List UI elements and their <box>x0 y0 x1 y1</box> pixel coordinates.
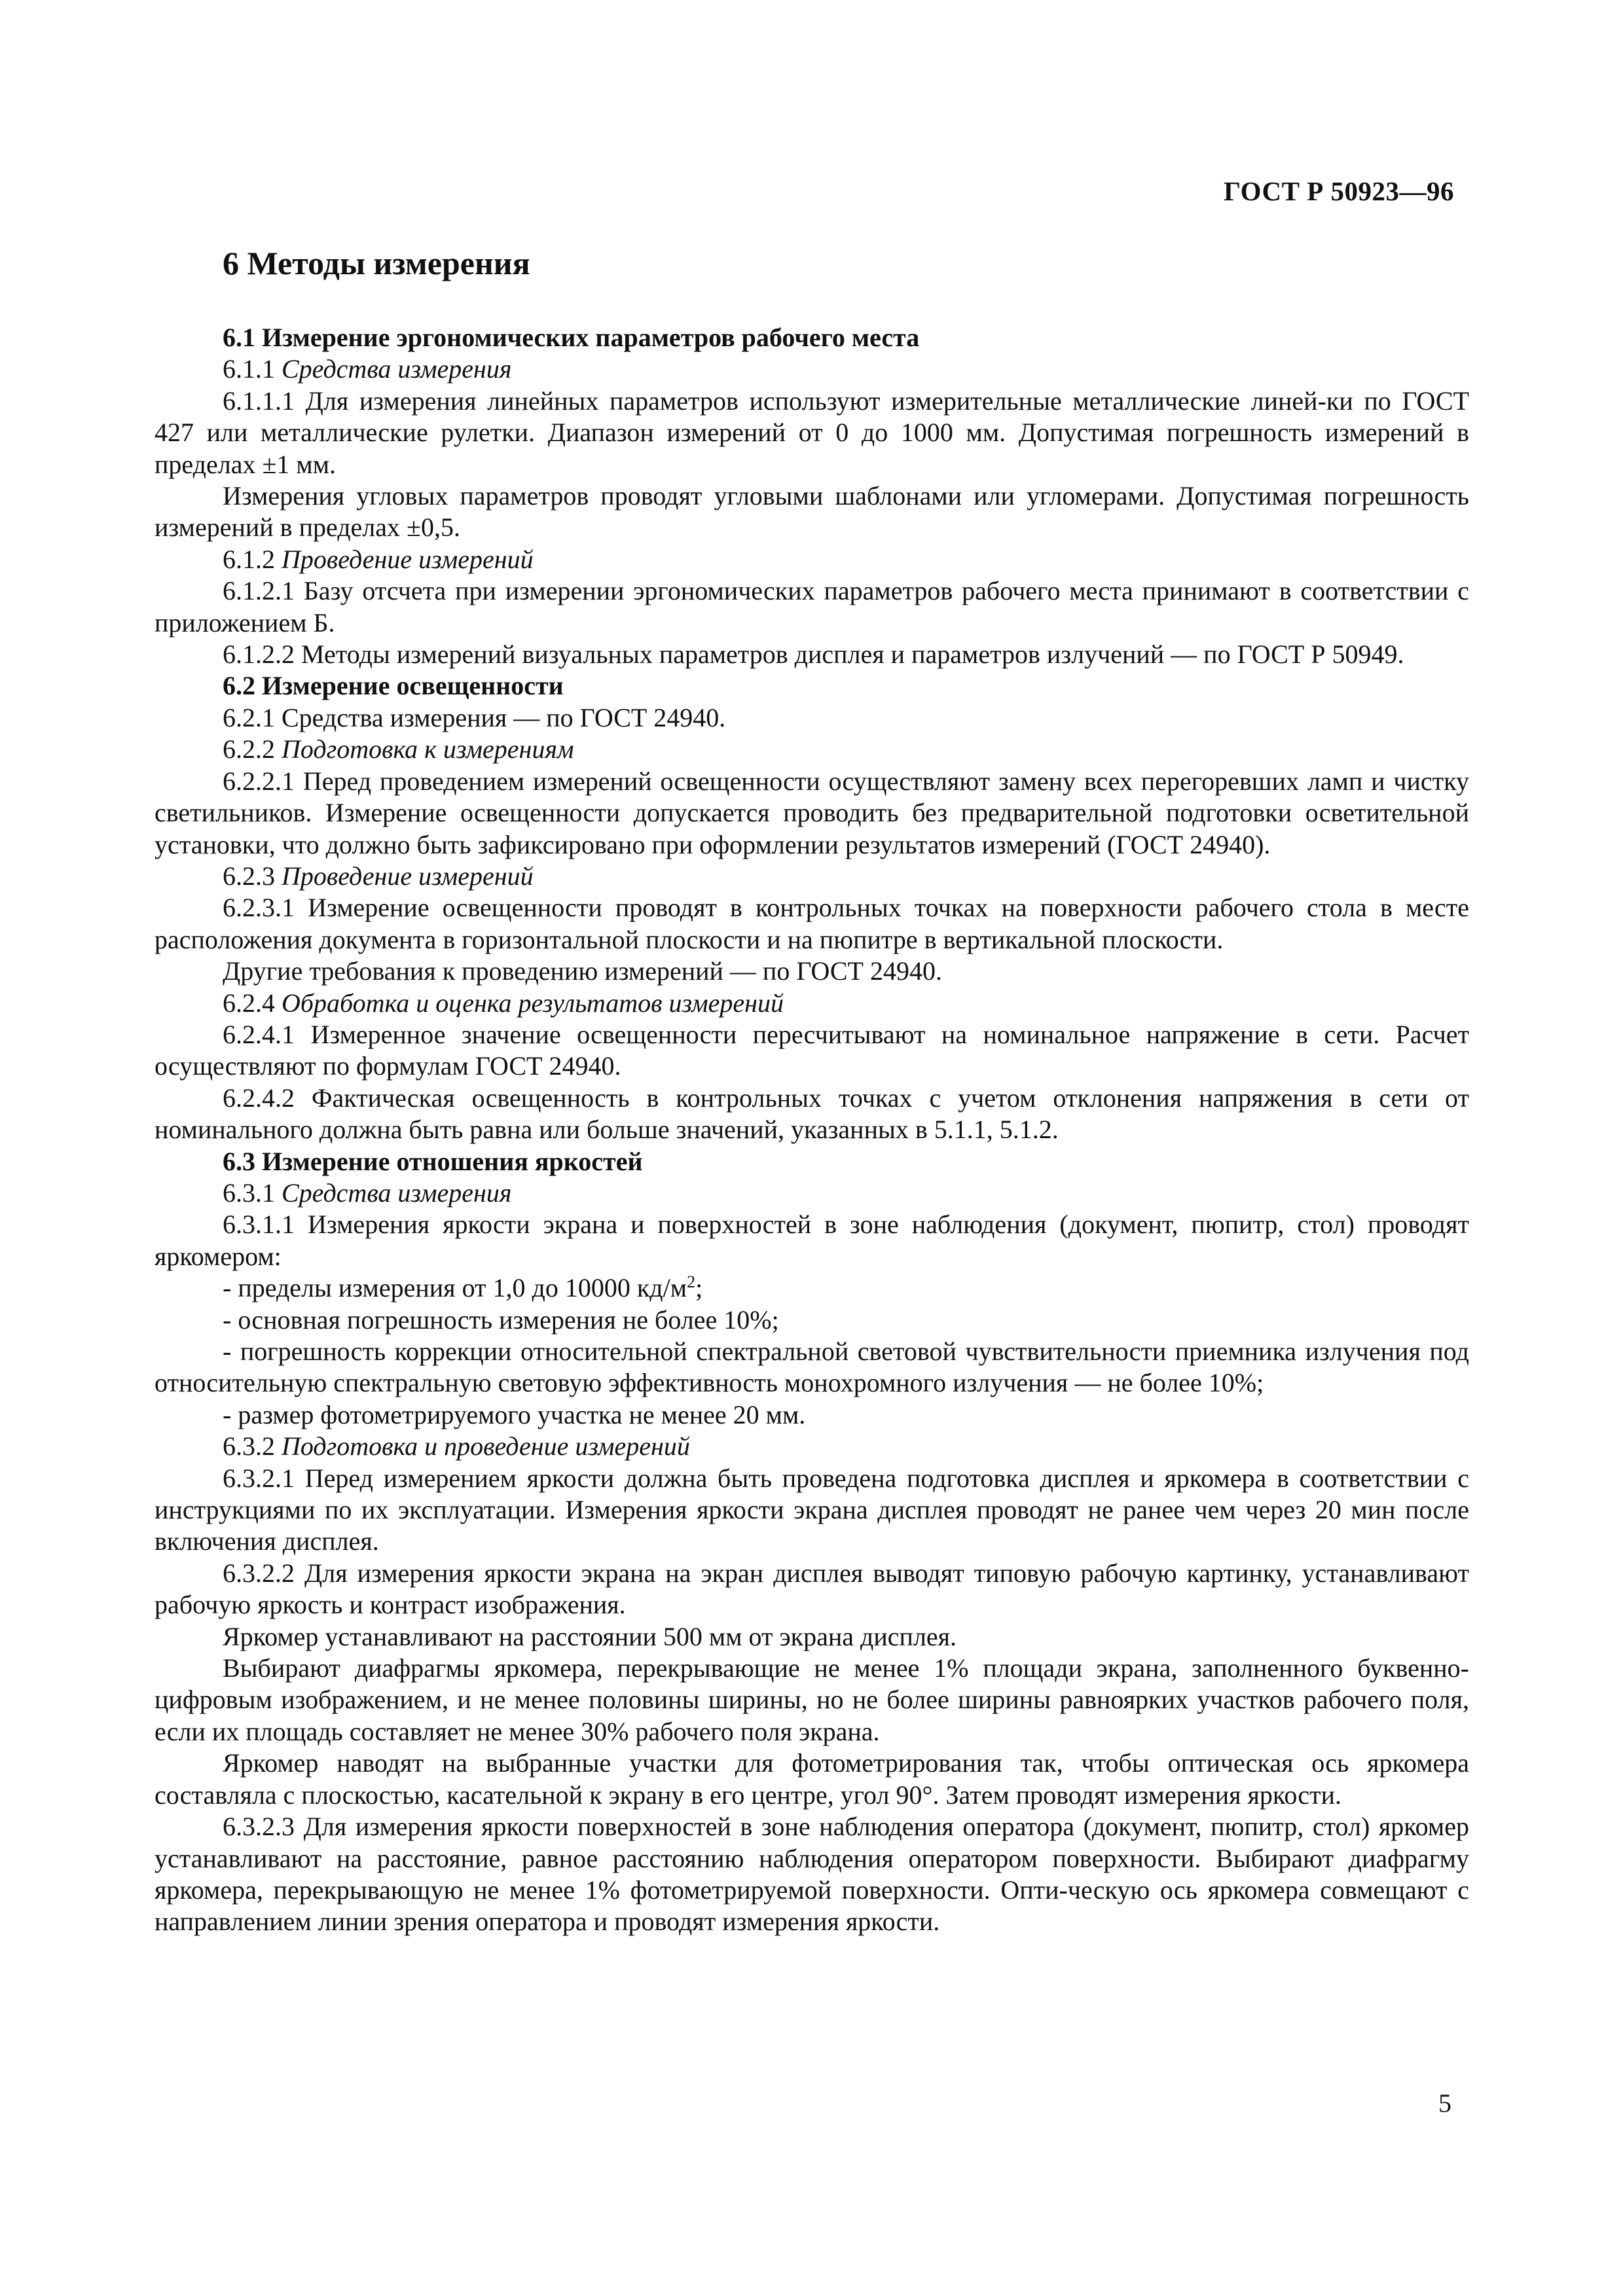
paragraph-6-3-2-3: 6.3.2.3 Для измерения яркости поверхностей в зоне наблюдения оператора (документ, пюпитр, стол) яркомер устанавливают на расстояние, равное расстоянию наблюдения оператором поверхности. Выбирают диафрагму яркомера, перекрывающую не менее 1% фотометрируемой поверхности. Опти-ческую ось яркомера совмещают с направлением линии зрения оператора и проводят измерения яркости. <box>155 1812 1469 1937</box>
standard-designation: ГОСТ Р 50923—96 <box>1224 176 1454 206</box>
list-item-correction-error: - погрешность коррекции относительной спектральной световой чувствительности приемника излучения под относительную спектральную световую эффективность монохромного излучения — не более 10%; <box>155 1336 1469 1398</box>
clause-number: 6.1.2 <box>223 544 275 574</box>
clause-title: Подготовка к измерениям <box>282 734 574 764</box>
paragraph-6-3-2-1: 6.3.2.1 Перед измерением яркости должна быть проведена подготовка дисплея и яркомера в соответствии с инструкциями по их эксплуатации. Измерения яркости экрана дисплея проводят не ранее чем через 20 мин после включения дисплея. <box>155 1463 1469 1556</box>
subsection-6-2-title: 6.2 Измерение освещенности <box>223 671 564 701</box>
paragraph-6-2-1: 6.2.1 Средства измерения — по ГОСТ 24940. <box>223 702 726 732</box>
clause-6-2-2-heading <box>155 734 1469 765</box>
paragraph-luminance-meter-distance: Яркомер устанавливают на расстоянии 500 мм от экрана дисплея. <box>223 1621 957 1651</box>
superscript: 2 <box>687 1272 696 1292</box>
paragraph-6-2-2-1: 6.2.2.1 Перед проведением измерений освещенности осуществляют замену всех перегоревших ламп и чистку светильников. Измерение освещенности допускается проводить без предварительной подготовки осветительной установки, что должно быть зафиксировано при оформлении результатов измерений (ГОСТ 24940). <box>155 766 1469 859</box>
clause-number: 6.2.3 <box>223 861 275 891</box>
paragraph-6-1-1-1: 6.1.1.1 Для измерения линейных параметров используют измерительные металлические линей-ки по ГОСТ 427 или металлические рулетки. Диапазон измерений от 0 до 1000 мм. Допустимая погрешность измерений в пределах ±1 мм. <box>155 386 1469 479</box>
paragraph-meter-aiming: Яркомер наводят на выбранные участки для фотометрирования так, чтобы оптическая ось яркомера составляла с плоскостью, касательной к экрану в его центре, угол 90°. Затем проводят измерения яркости. <box>155 1748 1469 1810</box>
clause-title: Обработка и оценка результатов измерений <box>282 988 784 1018</box>
page-body <box>155 243 1469 1938</box>
paragraph-6-2-4-2: 6.2.4.2 Фактическая освещенность в контрольных точках с учетом отклонения напряжения в сети от номинального должна быть равна или больше значений, указанных в 5.1.1, 5.1.2. <box>155 1083 1469 1145</box>
paragraph-angular-measurement: Измерения угловых параметров проводят угловыми шаблонами или угломерами. Допустимая погрешность измерений в пределах ±0,5. <box>155 481 1469 543</box>
clause-title: Проведение измерений <box>282 861 534 891</box>
paragraph-6-2-4-1: 6.2.4.1 Измеренное значение освещенности пересчитывают на номинальное напряжение в сети. Расчет осуществляют по формулам ГОСТ 24940. <box>155 1019 1469 1081</box>
clause-6-3-2-heading <box>155 1431 1469 1462</box>
clause-6-1-1-heading <box>155 353 1469 385</box>
clause-number: 6.2.2 <box>223 734 275 764</box>
clause-title: Средства измерения <box>282 354 512 384</box>
clause-number: 6.2.4 <box>223 988 275 1018</box>
clause-title: Средства измерения <box>282 1177 512 1208</box>
paragraph-6-2-3-1: 6.2.3.1 Измерение освещенности проводят в контрольных точках на поверхности рабочего стола в месте расположения документа в горизонтальной плоскости и на пюпитре в вертикальной плоскости. <box>155 893 1469 954</box>
paragraph-6-3-1-1: 6.3.1.1 Измерения яркости экрана и поверхностей в зоне наблюдения (документ, пюпитр, стол) проводят яркомером: <box>155 1210 1469 1271</box>
clause-6-3-1-heading <box>155 1177 1469 1209</box>
clause-title: Подготовка и проведение измерений <box>282 1431 690 1462</box>
paragraph-6-1-2-1: 6.1.2.1 Базу отсчета при измерении эргономических параметров рабочего места принимают в соответствии с приложением Б. <box>155 576 1469 637</box>
paragraph-6-1-2-2: 6.1.2.2 Методы измерений визуальных параметров дисплея и параметров излучений — по ГОСТ Р 50949. <box>223 639 1404 670</box>
subsection-6-3-title: 6.3 Измерение отношения яркостей <box>223 1146 643 1176</box>
clause-6-1-2-heading <box>155 544 1469 575</box>
paragraph-other-requirements: Другие требования к проведению измерений — по ГОСТ 24940. <box>223 956 942 986</box>
list-item-measurement-range <box>155 1272 1469 1304</box>
list-item-basic-error: - основная погрешность измерения не более 10%; <box>223 1304 779 1335</box>
page-number: 5 <box>1438 2089 1451 2118</box>
clause-6-2-3-heading <box>155 861 1469 892</box>
list-item-spot-size: - размер фотометрируемого участка не менее 20 мм. <box>223 1399 806 1429</box>
clause-number: 6.1.1 <box>223 354 275 384</box>
subsection-6-1-title: 6.1 Измерение эргономических параметров рабочего места <box>223 323 920 352</box>
clause-number: 6.3.2 <box>223 1431 275 1462</box>
clause-number: 6.3.1 <box>223 1177 275 1208</box>
list-item-text: ; <box>695 1273 703 1303</box>
paragraph-6-3-2-2: 6.3.2.2 Для измерения яркости экрана на экран дисплея выводят типовую рабочую картинку, устанавливают рабочую яркость и контраст изображения. <box>155 1558 1469 1620</box>
clause-6-2-4-heading <box>155 988 1469 1019</box>
list-item-text: - пределы измерения от 1,0 до 10000 кд/м <box>223 1273 687 1303</box>
section-title: 6 Методы измерения <box>223 245 530 281</box>
paragraph-diaphragm-selection: Выбирают диафрагмы яркомера, перекрывающие не менее 1% площади экрана, заполненного буквенно-цифровым изображением, и не менее половины ширины, но не более ширины равноярких участков рабочего поля, если их площадь составляет не менее 30% рабочего поля экрана. <box>155 1653 1469 1746</box>
clause-title: Проведение измерений <box>282 544 534 574</box>
